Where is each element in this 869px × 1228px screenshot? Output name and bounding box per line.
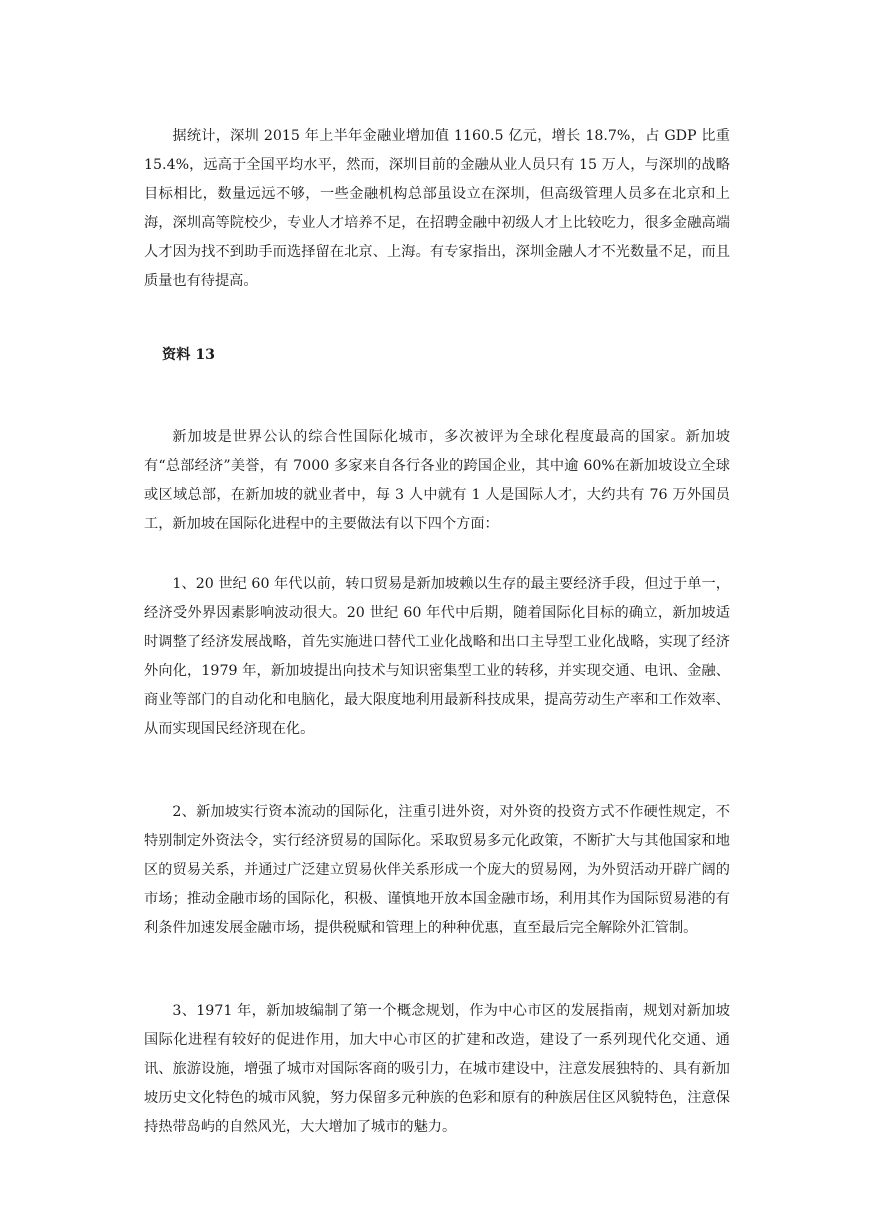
paragraph-point-2: 2、新加坡实行资本流动的国际化，注重引进外资，对外资的投资方式不作硬性规定，不特别制定外资法令，实行经济贸易的国际化。采取贸易多元化政策，不断扩大与其他国家和地区的贸易关系，并通过广泛建立贸易伙伴关系形成一个庞大的贸易网，为外贸活动开辟广阔的市场；推动金融市场的国际化，积极、谨慎地开放本国金融市场，利用其作为国际贸易港的有利条件加速发展金融市场，提供税赋和管理上的种种优惠，直至最后完全解除外汇管制。 xyxy=(144,804,730,936)
paragraph-point-1: 1、20 世纪 60 年代以前，转口贸易是新加坡赖以生存的最主要经济手段，但过于单一，经济受外界因素影响波动很大。20 世纪 60 年代中后期，随着国际化目标的确立，新加坡适时调整了经济发展战略，首先实施进口替代工业化战略和出口主导型工业化战略，实现了经济外向化，1979 年，新加坡提出向技术与知识密集型工业的转移，并实现交通、电讯、金融、商业等部门的自动化和电脑化，最大限度地利用最新科技成果，提高劳动生产率和工作效率、从而实现国民经济现在化。 xyxy=(144,576,730,737)
paragraph-singapore-intro: 新加坡是世界公认的综合性国际化城市，多次被评为全球化程度最高的国家。新加坡有“总部经济”美誉，有 7000 多家来自各行各业的跨国企业，其中逾 60%在新加坡设立全球或区域总部，在新加坡的就业者中，每 3 人中就有 1 人是国际人才，大约共有 76 万外国员工，新加坡在国际化进程中的主要做法有以下四个方面： xyxy=(144,429,730,532)
paragraph-shenzhen-finance: 据统计，深圳 2015 年上半年金融业增加值 1160.5 亿元，增长 18.7%，占 GDP 比重 15.4%，远高于全国平均水平，然而，深圳目前的金融从业人员只有 15 万人，与深圳的战略目标相比，数量远远不够，一些金融机构总部虽设立在深圳，但高级管理人员多在北京和上海，深圳高等院校少，专业人才培养不足，在招聘金融中初级人才上比较吃力，很多金融高端人才因为找不到助手而选择留在北京、上海。有专家指出，深圳金融人才不光数量不足，而且质量也有待提高。 xyxy=(144,128,730,289)
paragraph-point-3: 3、1971 年，新加坡编制了第一个概念规划，作为中心市区的发展指南，规划对新加坡国际化进程有较好的促进作用，加大中心市区的扩建和改造，建设了一系列现代化交通、通讯、旅游设施，增强了城市对国际客商的吸引力，在城市建设中，注意发展独特的、具有新加坡历史文化特色的城市风貌，努力保留多元种族的色彩和原有的种族居住区风貌特色，注意保持热带岛屿的自然风光，大大增加了城市的魅力。 xyxy=(144,1003,730,1135)
section-heading: 资料 13 xyxy=(162,347,216,363)
